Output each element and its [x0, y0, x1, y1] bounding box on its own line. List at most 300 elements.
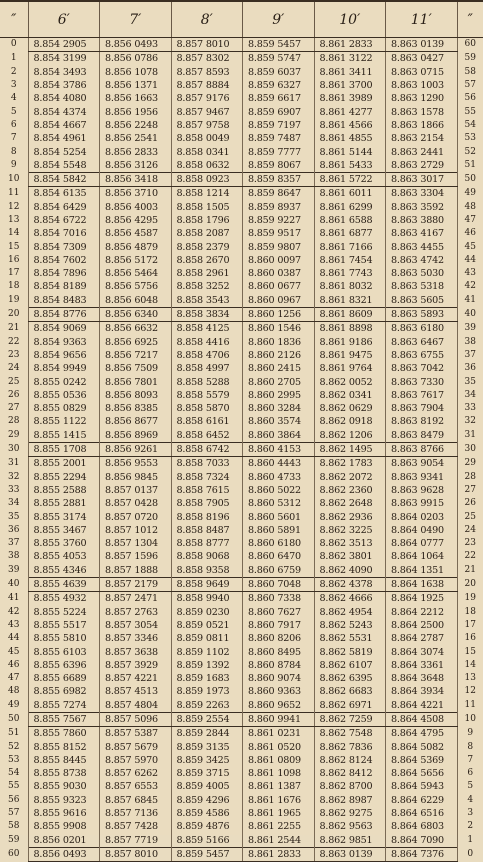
log-value-cell: 8.863 7042 — [386, 362, 458, 375]
table-row — [0, 415, 483, 428]
log-value-cell: 8.857 9176 — [171, 92, 243, 105]
log-value-cell: 8.860 1256 — [243, 307, 315, 321]
log-value-cell: 8.864 5656 — [386, 767, 458, 780]
log-value-cell: 8.864 6516 — [386, 807, 458, 820]
seconds-label: 22 — [8, 336, 20, 347]
log-value-cell: 8.860 9363 — [243, 685, 315, 698]
log-value-cell: 8.859 2554 — [171, 712, 243, 726]
complement-seconds-label: 37 — [457, 349, 483, 362]
log-value-cell: 8.854 7896 — [28, 267, 100, 280]
table-row — [0, 92, 483, 105]
seconds-label: 2 — [10, 66, 17, 77]
table-row — [0, 550, 483, 563]
log-value-cell: 8.856 4003 — [100, 201, 172, 214]
log-value-cell: 8.863 0139 — [314, 847, 386, 861]
table-row — [0, 442, 483, 456]
log-value-cell: 8.855 5224 — [28, 605, 100, 618]
log-value-cell: 8.857 5387 — [100, 727, 172, 741]
seconds-label: 40 — [8, 579, 20, 590]
log-value-cell: 8.860 5601 — [243, 510, 315, 523]
log-value-cell: 8.858 7905 — [171, 497, 243, 510]
seconds-label: 53 — [8, 754, 20, 765]
log-value-cell: 8.862 6971 — [314, 699, 386, 713]
log-value-cell: 8.857 2471 — [100, 592, 172, 606]
log-value-cell: 8.860 0677 — [243, 280, 315, 293]
log-value-cell: 8.864 1351 — [386, 564, 458, 578]
table-row — [0, 240, 483, 253]
seconds-label: 27 — [8, 403, 20, 414]
log-value-cell: 8.855 6689 — [28, 672, 100, 685]
complement-seconds-label: 3 — [457, 807, 483, 820]
log-value-cell: 8.861 6011 — [314, 187, 386, 201]
seconds-label: 59 — [8, 834, 20, 845]
log-value-cell: 8.856 0493 — [100, 38, 172, 52]
log-value-cell: 8.858 4125 — [171, 322, 243, 336]
log-value-cell: 8.863 9915 — [386, 497, 458, 510]
log-value-cell: 8.859 1683 — [171, 672, 243, 685]
log-value-cell: 8.863 7617 — [386, 389, 458, 402]
log-value-cell: 8.861 5433 — [314, 159, 386, 173]
seconds-label: 32 — [8, 471, 20, 482]
table-row — [0, 159, 483, 173]
log-value-cell: 8.860 2415 — [243, 362, 315, 375]
complement-seconds-label: 54 — [457, 119, 483, 132]
log-value-cell: 8.859 5457 — [243, 38, 315, 52]
log-value-cell: 8.858 7615 — [171, 484, 243, 497]
complement-seconds-label: 10 — [457, 712, 483, 726]
log-value-cell: 8.864 5082 — [386, 740, 458, 753]
table-row — [0, 605, 483, 618]
log-value-cell: 8.855 4053 — [28, 550, 100, 563]
seconds-label: 56 — [8, 794, 20, 805]
seconds-label: 47 — [8, 673, 20, 684]
log-value-cell: 8.857 6845 — [100, 794, 172, 807]
log-value-cell: 8.856 2248 — [100, 119, 172, 132]
seconds-label: 21 — [8, 323, 20, 334]
log-value-cell: 8.857 8302 — [171, 52, 243, 66]
log-value-cell: 8.862 6395 — [314, 672, 386, 685]
log-value-cell: 8.863 9054 — [386, 457, 458, 471]
column-header: 7′ — [100, 1, 172, 38]
log-value-cell: 8.856 6632 — [100, 322, 172, 336]
log-value-cell: 8.862 4378 — [314, 577, 386, 591]
log-value-cell: 8.861 2544 — [243, 834, 315, 848]
log-value-cell: 8.857 3638 — [100, 645, 172, 658]
complement-seconds-label: 24 — [457, 524, 483, 537]
complement-seconds-label: 20 — [457, 577, 483, 591]
seconds-label: 35 — [8, 511, 20, 522]
log-value-cell: 8.856 1371 — [100, 79, 172, 92]
seconds-label: 38 — [8, 551, 20, 562]
log-value-cell: 8.858 8777 — [171, 537, 243, 550]
log-value-cell: 8.858 0923 — [171, 172, 243, 186]
log-value-cell: 8.857 1888 — [100, 564, 172, 578]
log-value-cell: 8.858 5870 — [171, 402, 243, 415]
log-value-cell: 8.858 5579 — [171, 389, 243, 402]
log-value-cell: 8.860 3574 — [243, 415, 315, 428]
table-row — [0, 780, 483, 793]
log-value-cell: 8.858 4706 — [171, 349, 243, 362]
log-value-cell: 8.856 3710 — [100, 187, 172, 201]
log-value-cell: 8.855 9323 — [28, 794, 100, 807]
log-value-cell: 8.862 8987 — [314, 794, 386, 807]
log-value-cell: 8.856 8093 — [100, 389, 172, 402]
log-value-cell: 8.854 6429 — [28, 201, 100, 214]
log-value-cell: 8.863 5605 — [386, 294, 458, 308]
seconds-label: 33 — [8, 484, 20, 495]
complement-seconds-label: 9 — [457, 727, 483, 741]
table-row — [0, 564, 483, 578]
log-value-cell: 8.862 0341 — [314, 389, 386, 402]
log-value-cell: 8.863 7904 — [386, 402, 458, 415]
table-row — [0, 727, 483, 741]
log-value-cell: 8.862 8124 — [314, 754, 386, 767]
log-value-cell: 8.859 6037 — [243, 66, 315, 79]
seconds-label: 54 — [8, 768, 20, 779]
table-row — [0, 349, 483, 362]
log-value-cell: 8.864 5369 — [386, 754, 458, 767]
log-value-cell: 8.861 3700 — [314, 79, 386, 92]
table-row — [0, 645, 483, 658]
column-header: 9′ — [243, 1, 315, 38]
corner-left-label: ″ — [0, 1, 28, 38]
log-value-cell: 8.854 4080 — [28, 92, 100, 105]
log-value-cell: 8.856 0493 — [28, 847, 100, 861]
log-value-cell: 8.856 9553 — [100, 457, 172, 471]
seconds-label: 57 — [8, 808, 20, 819]
seconds-label: 20 — [8, 309, 20, 320]
log-value-cell: 8.859 9227 — [243, 214, 315, 227]
log-value-cell: 8.861 7454 — [314, 254, 386, 267]
log-value-cell: 8.855 5517 — [28, 619, 100, 632]
log-value-cell: 8.859 4005 — [171, 780, 243, 793]
log-value-cell: 8.856 0201 — [28, 834, 100, 848]
log-value-cell: 8.857 2179 — [100, 577, 172, 591]
log-value-cell: 8.858 0049 — [171, 132, 243, 145]
log-value-cell: 8.863 1578 — [386, 105, 458, 118]
log-value-cell: 8.859 6327 — [243, 79, 315, 92]
log-value-cell: 8.864 6803 — [386, 820, 458, 833]
seconds-label: 43 — [8, 619, 20, 630]
log-value-cell: 8.864 6229 — [386, 794, 458, 807]
log-value-cell: 8.860 2126 — [243, 349, 315, 362]
log-value-cell: 8.856 4587 — [100, 227, 172, 240]
seconds-label: 25 — [8, 376, 20, 387]
table-row — [0, 66, 483, 79]
log-value-cell: 8.862 6683 — [314, 685, 386, 698]
log-value-cell: 8.862 1495 — [314, 442, 386, 456]
log-value-cell: 8.857 5096 — [100, 712, 172, 726]
table-row — [0, 577, 483, 591]
log-value-cell: 8.860 5891 — [243, 524, 315, 537]
log-value-cell: 8.860 7627 — [243, 605, 315, 618]
seconds-label: 44 — [8, 633, 20, 644]
log-value-cell: 8.863 8192 — [386, 415, 458, 428]
log-value-cell: 8.863 0715 — [386, 66, 458, 79]
column-header: 8′ — [171, 1, 243, 38]
log-value-cell: 8.860 0387 — [243, 267, 315, 280]
log-value-cell: 8.862 5819 — [314, 645, 386, 658]
complement-seconds-label: 55 — [457, 105, 483, 118]
log-value-cell: 8.861 1387 — [243, 780, 315, 793]
log-value-cell: 8.859 3135 — [171, 740, 243, 753]
table-row — [0, 484, 483, 497]
log-value-cell: 8.864 7090 — [386, 834, 458, 848]
table-row — [0, 172, 483, 186]
log-value-cell: 8.862 0629 — [314, 402, 386, 415]
log-value-cell: 8.854 3786 — [28, 79, 100, 92]
log-value-cell: 8.861 8032 — [314, 280, 386, 293]
seconds-label: 16 — [8, 254, 20, 265]
seconds-label: 5 — [10, 106, 17, 117]
log-value-cell: 8.856 1078 — [100, 66, 172, 79]
log-value-cell: 8.864 1925 — [386, 592, 458, 606]
log-value-cell: 8.854 4374 — [28, 105, 100, 118]
table-row — [0, 201, 483, 214]
log-value-cell: 8.862 2072 — [314, 471, 386, 484]
log-value-cell: 8.864 2787 — [386, 632, 458, 645]
log-value-cell: 8.855 4639 — [28, 577, 100, 591]
log-value-cell: 8.857 6553 — [100, 780, 172, 793]
log-value-cell: 8.857 1304 — [100, 537, 172, 550]
log-value-cell: 8.854 5254 — [28, 145, 100, 158]
seconds-label: 18 — [8, 281, 20, 292]
log-value-cell: 8.862 8700 — [314, 780, 386, 793]
complement-seconds-label: 27 — [457, 484, 483, 497]
log-value-cell: 8.863 4742 — [386, 254, 458, 267]
log-value-cell: 8.862 5531 — [314, 632, 386, 645]
log-value-cell: 8.854 8189 — [28, 280, 100, 293]
complement-seconds-label: 32 — [457, 415, 483, 428]
complement-seconds-label: 15 — [457, 645, 483, 658]
table-row — [0, 497, 483, 510]
column-header: 6′ — [28, 1, 100, 38]
table-row — [0, 820, 483, 833]
log-value-cell: 8.855 4346 — [28, 564, 100, 578]
log-value-cell: 8.855 1708 — [28, 442, 100, 456]
log-value-cell: 8.862 6107 — [314, 659, 386, 672]
complement-seconds-label: 48 — [457, 201, 483, 214]
log-value-cell: 8.861 8321 — [314, 294, 386, 308]
log-value-cell: 8.854 4667 — [28, 119, 100, 132]
log-value-cell: 8.863 7330 — [386, 375, 458, 388]
corner-right-label: ″ — [457, 1, 483, 38]
log-value-cell: 8.859 4876 — [171, 820, 243, 833]
log-value-cell: 8.861 6299 — [314, 201, 386, 214]
log-value-cell: 8.863 6467 — [386, 336, 458, 349]
log-value-cell: 8.861 9186 — [314, 336, 386, 349]
complement-seconds-label: 42 — [457, 280, 483, 293]
table-row — [0, 187, 483, 201]
log-value-cell: 8.863 3304 — [386, 187, 458, 201]
table-row — [0, 847, 483, 861]
log-value-cell: 8.860 0967 — [243, 294, 315, 308]
header-row — [0, 1, 483, 38]
log-value-cell: 8.863 8766 — [386, 442, 458, 456]
table-row — [0, 132, 483, 145]
table-row — [0, 740, 483, 753]
log-value-cell: 8.854 5842 — [28, 172, 100, 186]
seconds-label: 49 — [8, 699, 20, 710]
log-value-cell: 8.859 8357 — [243, 172, 315, 186]
seconds-label: 11 — [8, 188, 20, 199]
log-value-cell: 8.855 7567 — [28, 712, 100, 726]
seconds-label: 4 — [10, 93, 17, 104]
log-value-cell: 8.858 2087 — [171, 227, 243, 240]
log-value-cell: 8.862 0918 — [314, 415, 386, 428]
complement-seconds-label: 56 — [457, 92, 483, 105]
log-value-cell: 8.864 0203 — [386, 510, 458, 523]
log-value-cell: 8.861 5144 — [314, 145, 386, 158]
complement-seconds-label: 34 — [457, 389, 483, 402]
log-value-cell: 8.856 7217 — [100, 349, 172, 362]
table-row — [0, 267, 483, 280]
log-value-cell: 8.860 5312 — [243, 497, 315, 510]
log-value-cell: 8.863 1290 — [386, 92, 458, 105]
log-value-cell: 8.860 4733 — [243, 471, 315, 484]
log-value-cell: 8.859 6907 — [243, 105, 315, 118]
log-value-cell: 8.857 2763 — [100, 605, 172, 618]
table-row — [0, 38, 483, 52]
log-value-cell: 8.856 7509 — [100, 362, 172, 375]
log-value-cell: 8.856 5172 — [100, 254, 172, 267]
table-row — [0, 672, 483, 685]
log-value-cell: 8.857 0137 — [100, 484, 172, 497]
log-value-cell: 8.856 8385 — [100, 402, 172, 415]
table-row — [0, 214, 483, 227]
log-value-cell: 8.855 5810 — [28, 632, 100, 645]
log-value-cell: 8.859 1973 — [171, 685, 243, 698]
log-value-cell: 8.861 7166 — [314, 240, 386, 253]
log-value-cell: 8.861 3989 — [314, 92, 386, 105]
log-value-cell: 8.856 5464 — [100, 267, 172, 280]
log-value-cell: 8.855 2588 — [28, 484, 100, 497]
complement-seconds-label: 36 — [457, 362, 483, 375]
log-value-cell: 8.854 9069 — [28, 322, 100, 336]
log-value-cell: 8.855 8445 — [28, 754, 100, 767]
seconds-label: 1 — [10, 53, 17, 64]
log-value-cell: 8.864 5943 — [386, 780, 458, 793]
log-value-cell: 8.860 6180 — [243, 537, 315, 550]
complement-seconds-label: 47 — [457, 214, 483, 227]
log-value-cell: 8.861 1676 — [243, 794, 315, 807]
seconds-label: 42 — [8, 606, 20, 617]
seconds-label: 10 — [8, 174, 20, 185]
complement-seconds-label: 43 — [457, 267, 483, 280]
seconds-label: 0 — [10, 39, 17, 50]
seconds-label: 46 — [8, 659, 20, 670]
log-value-cell: 8.858 1214 — [171, 187, 243, 201]
complement-seconds-label: 21 — [457, 564, 483, 578]
log-value-cell: 8.861 1098 — [243, 767, 315, 780]
log-value-cell: 8.855 9908 — [28, 820, 100, 833]
log-value-cell: 8.855 8738 — [28, 767, 100, 780]
log-value-cell: 8.854 8483 — [28, 294, 100, 308]
log-value-cell: 8.862 1206 — [314, 429, 386, 443]
log-value-cell: 8.859 1392 — [171, 659, 243, 672]
log-value-cell: 8.858 9358 — [171, 564, 243, 578]
log-value-cell: 8.855 7274 — [28, 699, 100, 713]
log-value-cell: 8.858 3834 — [171, 307, 243, 321]
complement-seconds-label: 22 — [457, 550, 483, 563]
complement-seconds-label: 59 — [457, 52, 483, 66]
table-row — [0, 254, 483, 267]
complement-seconds-label: 17 — [457, 619, 483, 632]
seconds-label: 28 — [8, 416, 20, 427]
log-value-cell: 8.857 3929 — [100, 659, 172, 672]
table-row — [0, 767, 483, 780]
log-value-cell: 8.862 3513 — [314, 537, 386, 550]
log-value-cell: 8.856 6048 — [100, 294, 172, 308]
log-value-cell: 8.856 1663 — [100, 92, 172, 105]
log-value-cell: 8.861 2833 — [243, 847, 315, 861]
table-row — [0, 79, 483, 92]
log-value-cell: 8.855 8152 — [28, 740, 100, 753]
seconds-label: 19 — [8, 295, 20, 306]
seconds-label: 30 — [8, 444, 20, 455]
table-row — [0, 632, 483, 645]
table-row — [0, 794, 483, 807]
log-value-cell: 8.859 0230 — [171, 605, 243, 618]
log-value-cell: 8.859 8067 — [243, 159, 315, 173]
complement-seconds-label: 5 — [457, 780, 483, 793]
table-row — [0, 592, 483, 606]
log-value-cell: 8.860 2705 — [243, 375, 315, 388]
log-value-cell: 8.861 5722 — [314, 172, 386, 186]
seconds-label: 55 — [8, 781, 20, 792]
log-value-cell: 8.855 3174 — [28, 510, 100, 523]
log-value-cell: 8.862 3225 — [314, 524, 386, 537]
log-value-cell: 8.864 4795 — [386, 727, 458, 741]
log-value-cell: 8.857 7719 — [100, 834, 172, 848]
table-row — [0, 699, 483, 713]
log-value-cell: 8.862 2936 — [314, 510, 386, 523]
log-value-cell: 8.857 0720 — [100, 510, 172, 523]
log-value-cell: 8.863 6180 — [386, 322, 458, 336]
seconds-label: 50 — [8, 713, 20, 724]
log-value-cell: 8.857 4221 — [100, 672, 172, 685]
log-value-cell: 8.863 0427 — [386, 52, 458, 66]
log-value-cell: 8.859 2263 — [171, 699, 243, 713]
table-row — [0, 510, 483, 523]
log-value-cell: 8.855 6103 — [28, 645, 100, 658]
log-value-cell: 8.860 4443 — [243, 457, 315, 471]
log-value-cell: 8.856 4879 — [100, 240, 172, 253]
log-value-cell: 8.857 7136 — [100, 807, 172, 820]
log-value-cell: 8.864 0777 — [386, 537, 458, 550]
seconds-label: 9 — [10, 160, 17, 171]
log-value-cell: 8.864 1064 — [386, 550, 458, 563]
complement-seconds-label: 0 — [457, 847, 483, 861]
log-value-cell: 8.855 7860 — [28, 727, 100, 741]
complement-seconds-label: 33 — [457, 402, 483, 415]
seconds-label: 60 — [8, 848, 20, 859]
log-value-cell: 8.863 2729 — [386, 159, 458, 173]
log-value-cell: 8.859 9517 — [243, 227, 315, 240]
table-row — [0, 389, 483, 402]
log-value-cell: 8.857 0428 — [100, 497, 172, 510]
log-value-cell: 8.854 8776 — [28, 307, 100, 321]
table-row — [0, 807, 483, 820]
log-value-cell: 8.855 3467 — [28, 524, 100, 537]
seconds-label: 31 — [8, 458, 20, 469]
log-value-cell: 8.856 7801 — [100, 375, 172, 388]
log-value-cell: 8.860 1546 — [243, 322, 315, 336]
log-value-cell: 8.860 9074 — [243, 672, 315, 685]
log-value-cell: 8.858 9940 — [171, 592, 243, 606]
log-value-cell: 8.863 2441 — [386, 145, 458, 158]
table-row — [0, 105, 483, 118]
